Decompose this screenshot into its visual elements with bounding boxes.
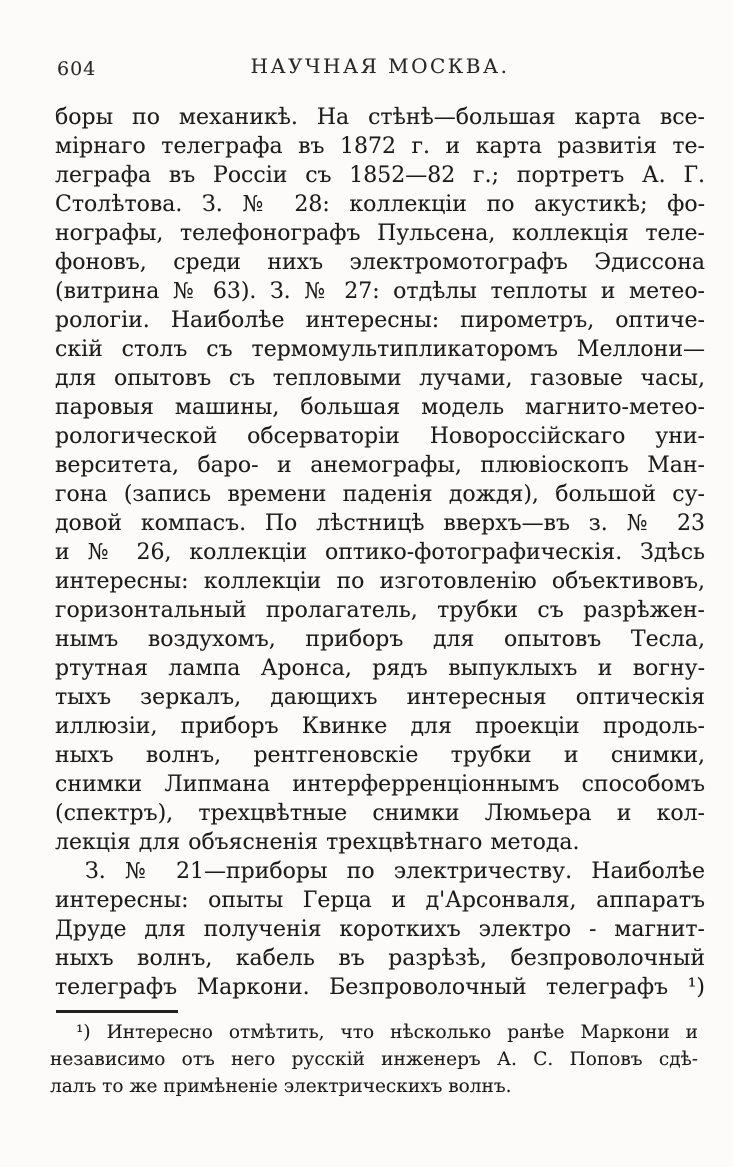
body-line: рологической обсерваторіи Новороссійскаго уни-: [55, 424, 705, 449]
body-line: ныхъ волнъ, кабель въ разрѣзѣ, безпроволочный: [55, 946, 705, 971]
body-line: для опытовъ съ тепловыми лучами, газовые часы,: [55, 366, 705, 391]
body-line: верситета, баро- и анемографы, плювіоскопъ Ман-: [55, 453, 705, 478]
body-line: горизонтальный пролагатель, трубки съ разрѣжен-: [55, 598, 705, 623]
body-line: снимки Липмана интерферренціоннымъ способомъ: [55, 772, 705, 797]
page-number: 604: [57, 58, 97, 80]
body-line: мірнаго телеграфа въ 1872 г. и карта развитія те-: [55, 134, 705, 159]
body-text: [55, 103, 705, 1002]
body-line: боры по механикѣ. На стѣнѣ—большая карта все-: [55, 105, 705, 130]
footnote-line: независимо отъ него русскій инженеръ А. С. Поповъ сдѣ-: [50, 1049, 698, 1070]
body-line: скій столъ съ термомультипликаторомъ Меллони—: [55, 337, 705, 362]
body-line: (витрина № 63). З. № 27: отдѣлы теплоты и метео-: [55, 279, 705, 304]
body-line: довой компасъ. По лѣстницѣ вверхъ—въ з. № 23: [55, 511, 705, 536]
body-line: тыхъ зеркалъ, дающихъ интересныя оптическія: [55, 685, 705, 710]
body-line-paragraph-start: З. № 21—приборы по электричеству. Наиболѣе: [85, 859, 705, 884]
body-line: гона (запись времени паденія дождя), большой су-: [55, 482, 705, 507]
body-line: нымъ воздухомъ, приборъ для опытовъ Тесла,: [55, 627, 705, 652]
body-line: интересны: коллекціи по изготовленію объективовъ,: [55, 569, 705, 594]
body-line: Друде для полученія короткихъ электро - магнит-: [55, 917, 705, 942]
running-title: НАУЧНАЯ МОСКВА.: [250, 54, 510, 78]
body-line: рологіи. Наиболѣе интересны: пирометръ, оптиче-: [55, 308, 705, 333]
footnote-line: лалъ то же примѣненіе электрическихъ волнъ.: [50, 1076, 512, 1097]
running-header: [55, 54, 705, 80]
footnote-separator-rule: [56, 1010, 178, 1013]
body-line: и № 26, коллекціи оптико-фотографическія. Здѣсь: [55, 540, 705, 565]
body-line: (спектръ), трехцвѣтные снимки Люмьера и кол-: [55, 801, 705, 826]
body-line: лекція для объясненія трехцвѣтнаго метода.: [55, 830, 580, 855]
body-line: паровыя машины, большая модель магнито-метео-: [55, 395, 705, 420]
body-line: ныхъ волнъ, рентгеновскіе трубки и снимки,: [55, 743, 705, 768]
body-line: ртутная лампа Аронса, рядъ выпуклыхъ и вогну-: [55, 656, 705, 681]
body-line: интересны: опыты Герца и д'Арсонваля, аппаратъ: [55, 888, 705, 913]
body-line: фоновъ, среди нихъ электромотографъ Эдиссона: [55, 250, 705, 275]
body-line: Столѣтова. З. № 28: коллекціи по акустикѣ; фо-: [55, 192, 705, 217]
body-line: иллюзіи, приборъ Квинке для проекціи продоль-: [55, 714, 705, 739]
body-line: леграфа въ Россіи съ 1852—82 г.; портретъ А. Г.: [55, 163, 705, 188]
footnote-line: ¹) Интересно отмѣтить, что нѣсколько ранѣе Маркони и: [76, 1022, 698, 1043]
body-line-footnote-ref: телеграфъ Маркони. Безпроволочный телеграфъ ¹): [55, 975, 705, 1000]
footnote: [50, 1019, 698, 1100]
body-line: нографы, телефонографъ Пульсена, коллекція теле-: [55, 221, 705, 246]
